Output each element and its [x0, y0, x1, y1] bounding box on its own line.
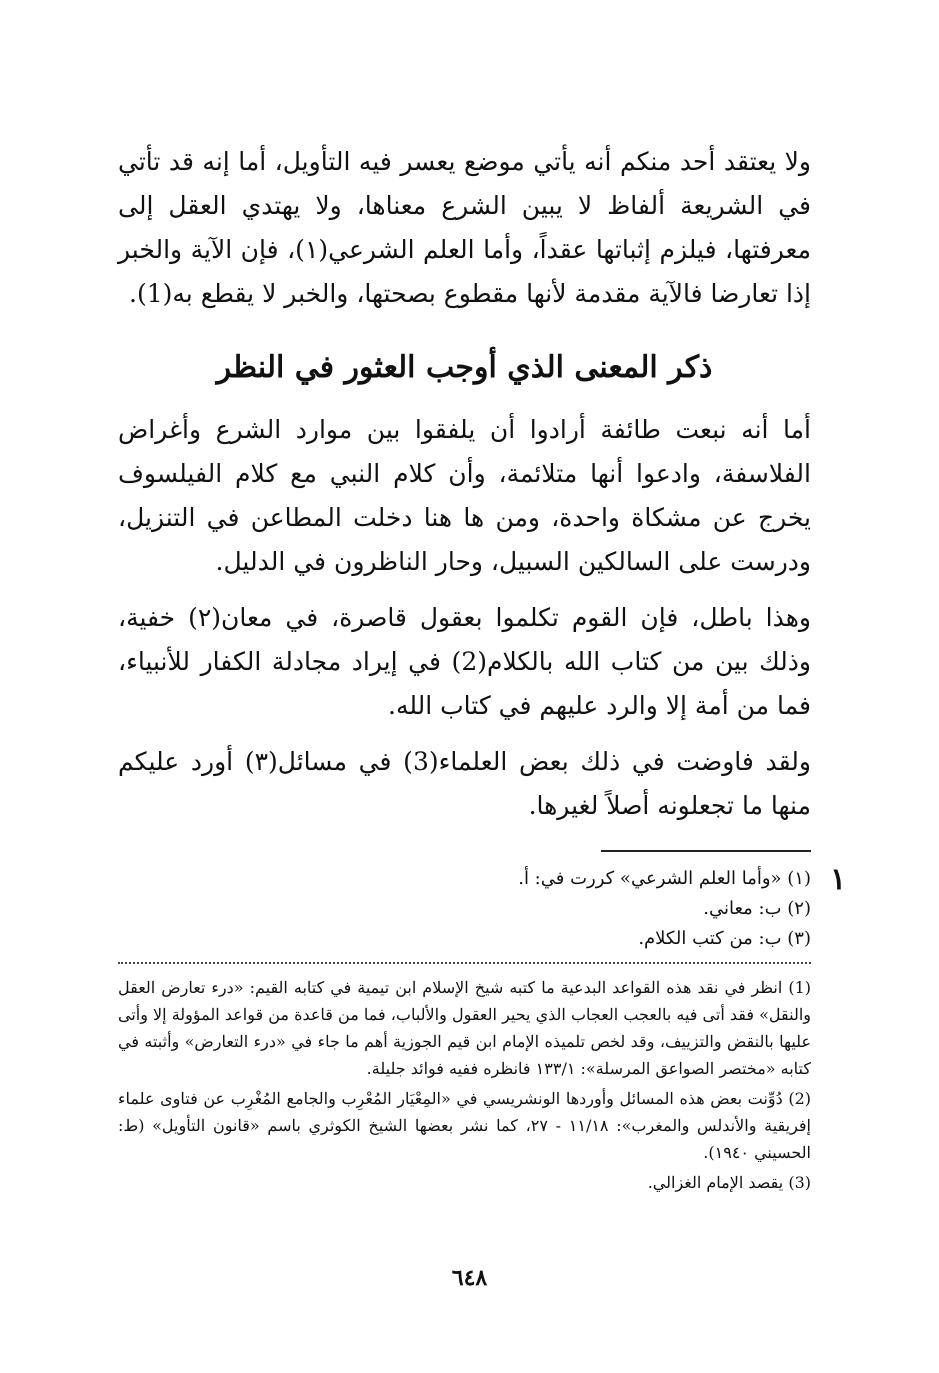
footnote-editor-3: (3) يقصد الإمام الغزالي.	[647, 1173, 811, 1192]
section-heading: ذكر المعنى الذي أوجب العثور في النظر	[216, 350, 713, 385]
page-body	[118, 140, 811, 1199]
margin-mark: ١	[830, 862, 847, 897]
footnote-editor-1: (1) انظر في نقد هذه القواعد البدعية ما كتبه شيخ الإسلام ابن تيمية في كتابه القيم: «درء تعارض العقل والنقل» فقد أتى فيه بالعجب العجاب الذي يحير العقول والألباب، فما من قاعدة من قواعد المؤولة إلا وأتى عليها بالنقض والتزييف، وقد لخص تلميذه الإمام ابن قيم الجوزية أهم ما جاء في «درء التعارض» وأثبته في كتابه «مختصر الصواعق المرسلة»: ١٣٣/١ فانظره ففيه فوائد جليلة.	[118, 978, 811, 1078]
footnote-dotted-separator	[118, 962, 811, 964]
footnote-editor-2: (2) دُوِّنت بعض هذه المسائل وأوردها الونشريسي في «المِعْيَار المُعْرِب والجامع المُغْرِب عن فتاوى علماء إفريقية والأندلس والمغرب»: ١١/١٨ - ٢٧، كما نشر بعضها الشيخ الكوثري باسم «قانون التأويل» (ط: الحسيني ١٩٤٠).	[118, 1089, 812, 1162]
footnote-variant-1: (١) «وأما العلم الشرعي» كررت في: أ.	[518, 868, 811, 889]
paragraph-2: أما أنه نبعت طائفة أرادوا أن يلفقوا بين موارد الشرع وأغراض الفلاسفة، وادعوا أنها متلائمة، وأن كلام النبي مع كلام الفيلسوف يخرج عن مشكاة واحدة، ومن ها هنا دخلت المطاعن في التنزيل، ودرست على السالكين السبيل، وحار الناظرون في الدليل.	[118, 415, 811, 576]
paragraph-4: ولقد فاوضت في ذلك بعض العلماء(3) في مسائل(٣) أورد عليكم منها ما تجعلونه أصلاً لغيرها.	[118, 747, 811, 820]
paragraph-3: وهذا باطل، فإن القوم تكلموا بعقول قاصرة، في معان(٢) خفية، وذلك بين من كتاب الله بالكلام(2) في إيراد مجادلة الكفار للأنبياء، فما من أمة إلا والرد عليهم في كتاب الله.	[118, 603, 812, 720]
footnote-variant-2: (٢) ب: معاني.	[703, 898, 811, 919]
page-number: ٦٤٨	[451, 1265, 488, 1291]
paragraph-1: ولا يعتقد أحد منكم أنه يأتي موضع يعسر فيه التأويل، أما إنه قد تأتي في الشريعة ألفاظ لا يبين الشرع معناها، ولا يهتدي العقل إلى معرفتها، فيلزم إثباتها عقداً، وأما العلم الشرعي(١)، فإن الآية والخبر إذا تعارضا فالآية مقدمة لأنها مقطوع بصحتها، والخبر لا يقطع به(1).	[118, 147, 811, 308]
footnote-variant-3: (٣) ب: من كتب الكلام.	[638, 928, 811, 949]
footnote-separator	[601, 850, 811, 852]
